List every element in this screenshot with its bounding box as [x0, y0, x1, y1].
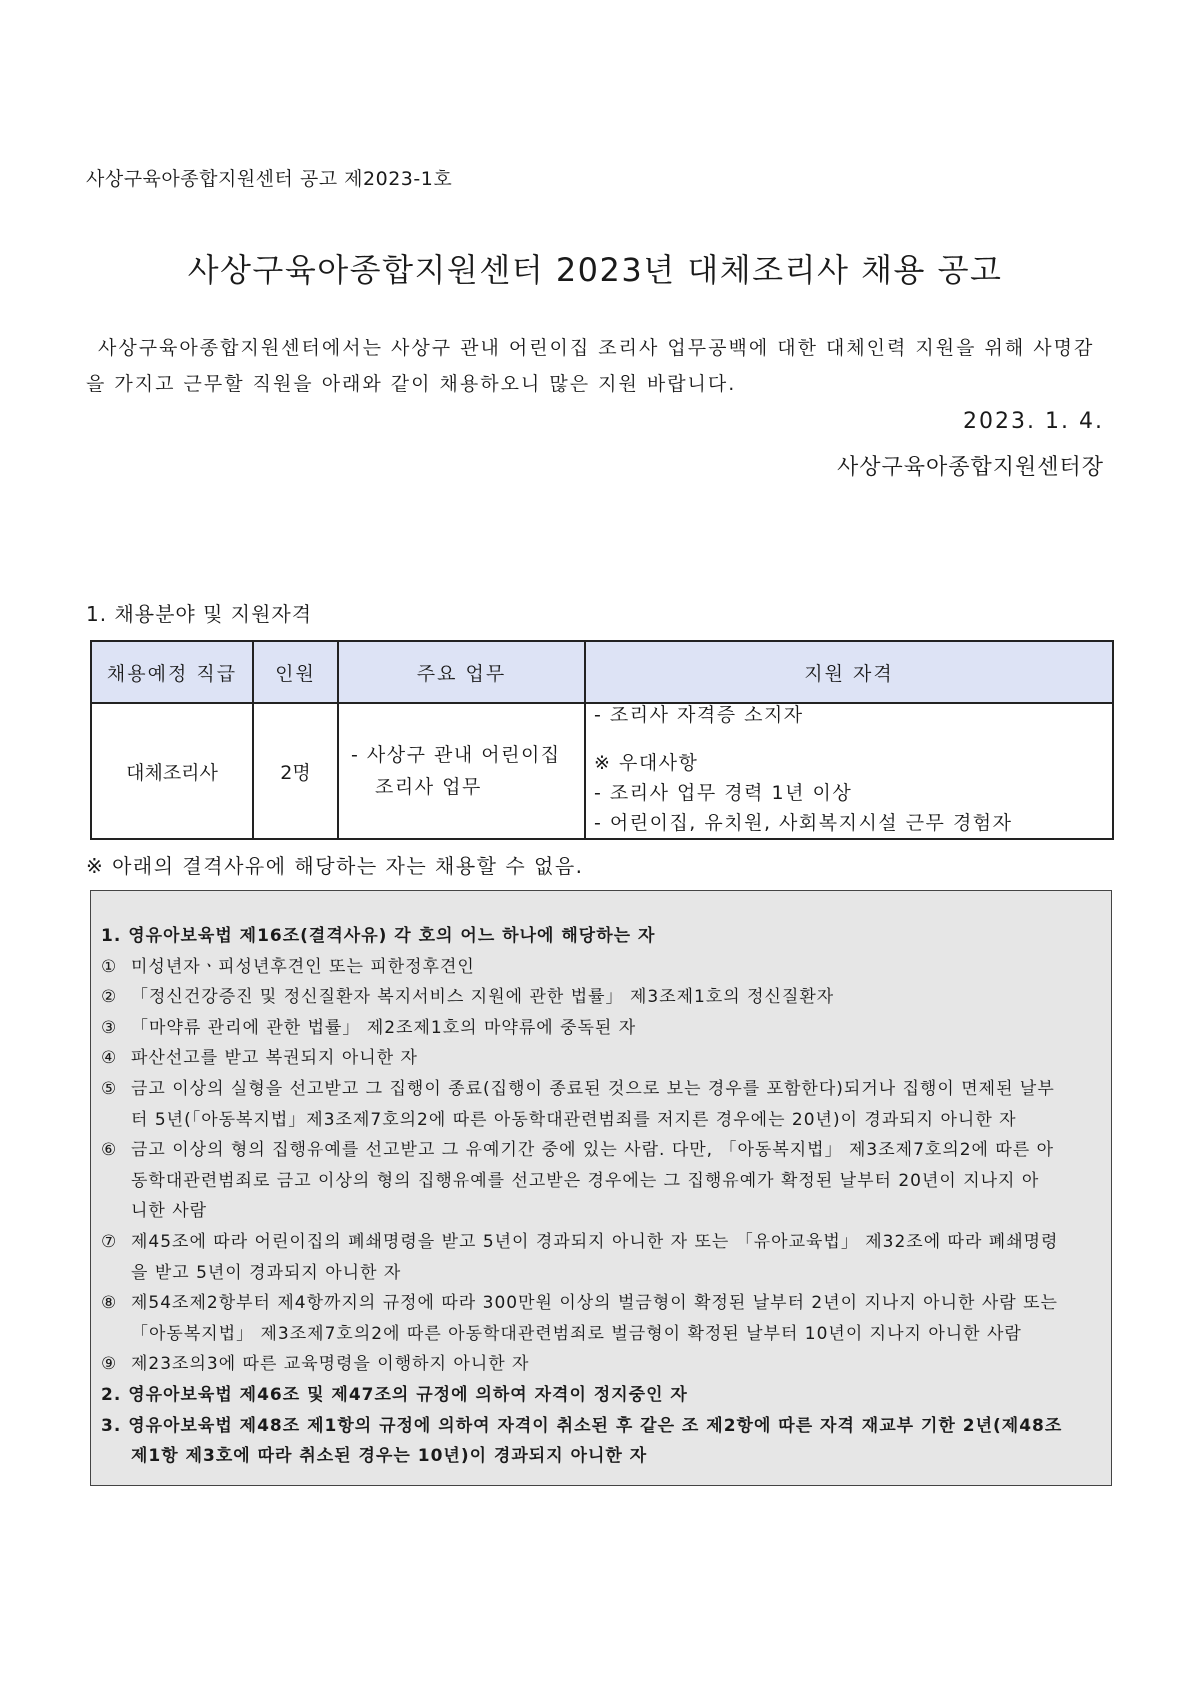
header-count: 인원: [253, 641, 338, 703]
list-item: ⑦ 제45조에 따라 어린이집의 폐쇄명령을 받고 5년이 경과되지 아니한 자 또는 「유아교육법」 제32조에 따라 폐쇄명령: [101, 1231, 1059, 1252]
list-item-continued: 을 받고 5년이 경과되지 아니한 자: [131, 1262, 402, 1283]
intro-line-2: 을 가지고 근무할 직원을 아래와 같이 채용하오니 많은 지원 바랍니다.: [86, 373, 737, 395]
list-item: ⑧ 제54조제2항부터 제4항까지의 규정에 따라 300만원 이상의 벌금형이 확정된 날부터 2년이 지나지 아니한 사람 또는: [101, 1293, 1058, 1314]
preference-heading: ※ 우대사항: [594, 752, 699, 774]
disq-item-2: 2. 영유아보육법 제46조 및 제47조의 규정에 의하여 자격이 정지중인 자: [101, 1384, 688, 1405]
disq-item-1: 1. 영유아보육법 제16조(결격사유) 각 호의 어느 하나에 해당하는 자: [101, 926, 656, 946]
header-position: 채용예정 직급: [91, 641, 253, 703]
header-qualifications: 지원 자격: [585, 641, 1113, 703]
recruitment-table: [90, 640, 1114, 840]
issuer: 사상구육아종합지원센터장: [836, 455, 1104, 480]
disq-item-3-continued: 제1항 제3호에 따라 취소된 경우는 10년)이 경과되지 아니한 자: [131, 1446, 648, 1467]
preference-line-1: - 조리사 업무 경력 1년 이상: [594, 782, 853, 804]
list-item: ⑥ 금고 이상의 형의 집행유예를 선고받고 그 유예기간 중에 있는 사람. 다만, 「아동복지법」 제3조제7호의2에 따른 아: [101, 1140, 1055, 1161]
header-duties: 주요 업무: [338, 641, 585, 703]
list-item-continued: 니한 사람: [131, 1201, 208, 1222]
disq-item-3: 3. 영유아보육법 제48조 제1항의 규정에 의하여 자격이 취소된 후 같은 조 제2항에 따른 자격 재교부 기한 2년(제48조: [101, 1415, 1063, 1436]
list-item: ④ 파산선고를 받고 복권되지 아니한 자: [101, 1048, 418, 1069]
duties-line-2: 조리사 업무: [375, 776, 482, 798]
intro-line-1: 사상구육아종합지원센터에서는 사상구 관내 어린이집 조리사 업무공백에 대한 대체인력 지원을 위해 사명감: [98, 337, 1095, 359]
notice-date: 2023. 1. 4.: [963, 409, 1104, 434]
disqualification-list: [101, 921, 1103, 1472]
list-item: ⑤ 금고 이상의 실형을 선고받고 그 집행이 종료(집행이 종료된 것으로 보는 경우를 포함한다)되거나 집행이 면제된 날부: [101, 1078, 1055, 1099]
page-title: 사상구육아종합지원센터 2023년 대체조리사 채용 공고: [187, 251, 1003, 289]
qualification-line: - 조리사 자격증 소지자: [594, 704, 804, 726]
table-row: [91, 703, 1113, 839]
section-heading: 1. 채용분야 및 지원자격: [86, 602, 313, 626]
cell-qualifications: [585, 703, 1113, 839]
preference-line-2: - 어린이집, 유치원, 사회복지시설 근무 경험자: [594, 812, 1013, 834]
list-item: ① 미성년자ㆍ피성년후견인 또는 피한정후견인: [101, 956, 475, 977]
list-item: ② 「정신건강증진 및 정신질환자 복지서비스 지원에 관한 법률」 제3조제1호의 정신질환자: [101, 987, 835, 1008]
cell-count: 2명: [253, 703, 338, 839]
table-header-row: [91, 641, 1113, 703]
cell-position: 대체조리사: [91, 703, 253, 839]
list-item: ⑨ 제23조의3에 따른 교육명령을 이행하지 아니한 자: [101, 1354, 530, 1375]
list-item-continued: 동학대관련범죄로 금고 이상의 형의 집행유예를 선고받은 경우에는 그 집행유예가 확정된 날부터 20년이 지나지 아: [131, 1170, 1040, 1191]
list-item-continued: 「아동복지법」 제3조제7호의2에 따른 아동학대관련범죄로 벌금형이 확정된 날부터 10년이 지나지 아니한 사람: [131, 1323, 1022, 1344]
duties-line-1: - 사상구 관내 어린이집: [351, 744, 561, 766]
list-item: ③ 「마약류 관리에 관한 법률」 제2조제1호의 마약류에 중독된 자: [101, 1017, 637, 1038]
intro-paragraph: [86, 330, 1106, 402]
disqualification-note: ※ 아래의 결격사유에 해당하는 자는 채용할 수 없음.: [86, 854, 584, 878]
notice-number: 사상구육아종합지원센터 공고 제2023-1호: [86, 168, 453, 190]
list-item-continued: 터 5년(「아동복지법」제3조제7호의2에 따른 아동학대관련범죄를 저지른 경우에는 20년)이 경과되지 아니한 자: [131, 1109, 1017, 1130]
cell-duties: [338, 703, 585, 839]
disqualification-box: [90, 890, 1112, 1486]
